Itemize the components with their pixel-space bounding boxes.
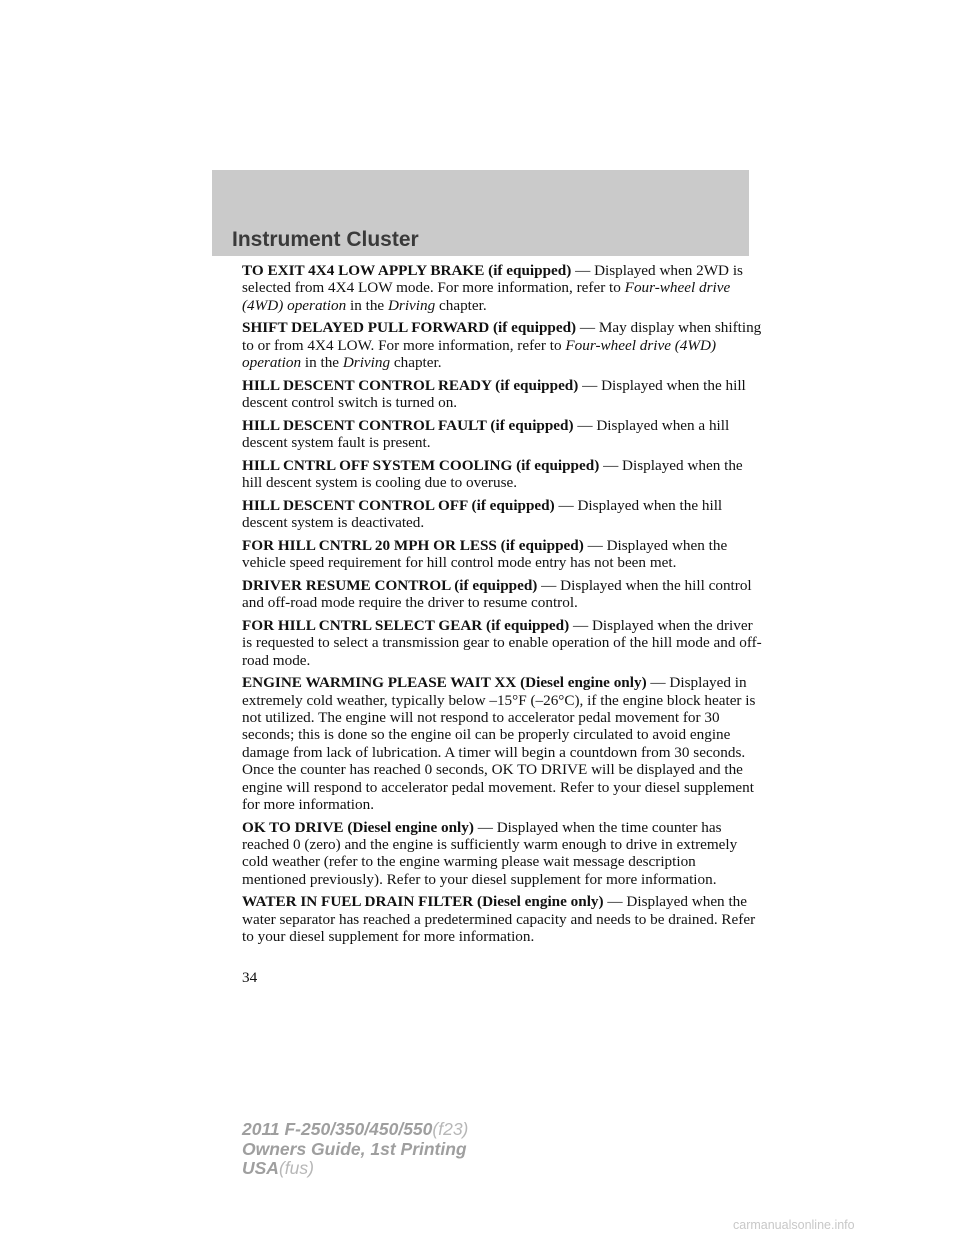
footer-line-model xyxy=(242,1120,468,1140)
message-term: SHIFT DELAYED PULL FORWARD (if equipped) xyxy=(242,319,577,337)
cross-reference-title: Four-wheel drive (4WD) operation xyxy=(242,279,731,314)
footer-model: 2011 F-250/350/450/550 xyxy=(242,1119,433,1139)
publication-footer xyxy=(242,1120,468,1179)
message-description: — Displayed when the time counter has reached 0 (zero) and the engine is sufficiently warm enough to drive in extremely cold weather (refer to the engine warming please wait message description mentioned previously). Refer to your diesel supplement for more information. xyxy=(242,818,738,888)
message-entry xyxy=(242,577,762,612)
message-entry xyxy=(242,617,762,669)
cross-reference-chapter: Driving xyxy=(387,296,436,314)
message-description: — Displayed when 2WD is selected from 4X4 LOW mode. For more information, refer to xyxy=(242,262,743,297)
cross-reference-end: chapter. xyxy=(435,296,487,314)
chapter-title: Instrument Cluster xyxy=(232,228,419,251)
footer-region-code: (fus) xyxy=(278,1158,314,1178)
cross-reference-end: chapter. xyxy=(390,354,442,372)
message-description: — Displayed when the driver is requested to select a transmission gear to enable operation of the hill mode and off-road mode. xyxy=(242,616,762,669)
message-entry xyxy=(242,893,762,945)
message-term: DRIVER RESUME CONTROL (if equipped) xyxy=(242,576,538,594)
message-description: — Displayed when the hill descent system is cooling due to overuse. xyxy=(242,456,743,492)
message-entry xyxy=(242,319,762,371)
message-description: — Displayed in extremely cold weather, typically below –15°F (–26°C), if the engine block heater is not utilized. The engine will not respond to accelerator pedal movement for 30 seconds; this is done so the engine oil can be properly circulated to avoid engine damage from lack of lubrication. A timer will begin a countdown from 30 seconds. Once the counter has reached 0 seconds, OK TO DRIVE will be displayed and the engine will respond to accelerator pedal movement. Refer to your diesel supplement for more information. xyxy=(242,674,756,814)
footer-line-region xyxy=(242,1159,468,1179)
cross-reference-connector: in the xyxy=(301,354,343,372)
message-description: — May display when shifting to or from 4X4 LOW. For more information, refer to xyxy=(242,319,762,354)
message-description: — Displayed when a hill descent system fault is present. xyxy=(242,416,730,452)
footer-model-code: (f23) xyxy=(432,1119,469,1139)
message-term: HILL CNTRL OFF SYSTEM COOLING (if equipped) xyxy=(242,456,600,474)
site-watermark: carmanualsonline.info xyxy=(733,1218,855,1232)
message-entry xyxy=(242,674,762,813)
message-term: FOR HILL CNTRL 20 MPH OR LESS (if equipped) xyxy=(242,536,584,554)
message-entry xyxy=(242,262,762,314)
cross-reference-title: Four-wheel drive (4WD) operation xyxy=(242,336,717,372)
message-term: HILL DESCENT CONTROL FAULT (if equipped) xyxy=(242,416,574,434)
message-term: FOR HILL CNTRL SELECT GEAR (if equipped) xyxy=(242,616,570,634)
message-term: HILL DESCENT CONTROL OFF (if equipped) xyxy=(242,496,555,514)
message-entry xyxy=(242,457,762,492)
message-entry xyxy=(242,497,762,532)
message-list xyxy=(242,262,762,946)
message-description: — Displayed when the vehicle speed requirement for hill control mode entry has not been met. xyxy=(242,536,728,572)
cross-reference-connector: in the xyxy=(346,296,388,314)
footer-region: USA xyxy=(242,1158,279,1178)
chapter-header-band xyxy=(212,170,749,256)
footer-printing: Owners Guide, 1st Printing xyxy=(242,1138,467,1159)
message-term: ENGINE WARMING PLEASE WAIT XX (Diesel engine only) xyxy=(242,674,647,692)
message-term: WATER IN FUEL DRAIN FILTER (Diesel engine only) xyxy=(242,893,604,911)
message-term: TO EXIT 4X4 LOW APPLY BRAKE (if equipped) xyxy=(242,262,572,279)
message-entry xyxy=(242,377,762,412)
message-term: HILL DESCENT CONTROL READY (if equipped) xyxy=(242,376,579,394)
message-entry xyxy=(242,819,762,889)
message-entry xyxy=(242,537,762,572)
footer-line-printing xyxy=(242,1140,468,1160)
message-entry xyxy=(242,417,762,452)
message-description: — Displayed when the water separator has reached a predetermined capacity and needs to be drained. Refer to your diesel supplement for more information. xyxy=(242,893,756,946)
page-number: 34 xyxy=(242,969,258,986)
message-description: — Displayed when the hill descent control switch is turned on. xyxy=(242,376,746,412)
cross-reference-chapter: Driving xyxy=(342,354,391,372)
message-description: — Displayed when the hill descent system is deactivated. xyxy=(242,496,723,532)
message-term: OK TO DRIVE (Diesel engine only) xyxy=(242,818,474,836)
message-description: — Displayed when the hill control and off-road mode require the driver to resume control. xyxy=(242,576,752,612)
